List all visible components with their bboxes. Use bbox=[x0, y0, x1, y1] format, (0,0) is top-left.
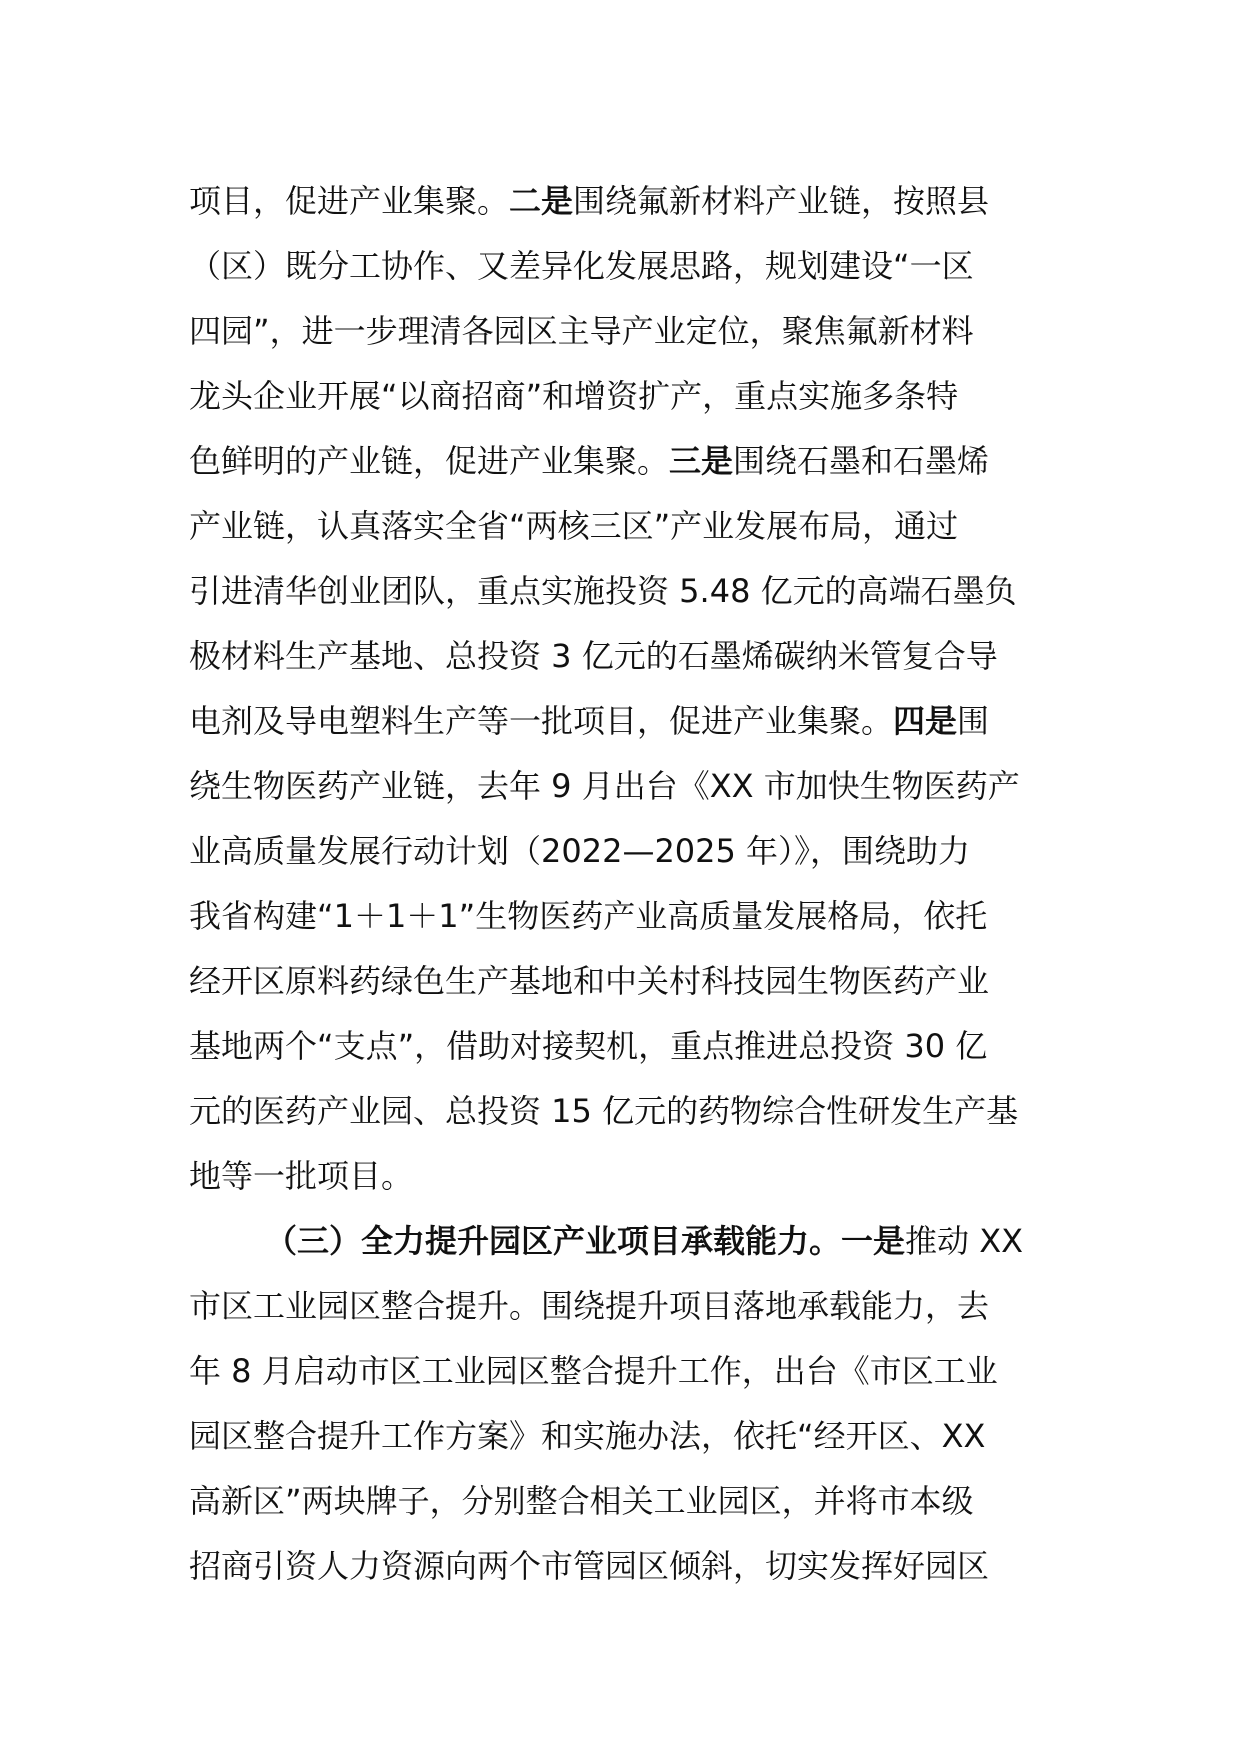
text-line bbox=[189, 688, 1069, 754]
section-heading: （三）全力提升园区产业项目承载能力。一是 bbox=[265, 1222, 906, 1260]
text-run: 四园”，进一步理清各园区主导产业定位，聚焦氟新材料 bbox=[189, 312, 974, 350]
text-run: 园区整合提升工作方案》和实施办法，依托“经开区、XX bbox=[189, 1417, 986, 1455]
text-run: 市区工业园区整合提升。围绕提升项目落地承载能力，去 bbox=[189, 1287, 990, 1325]
text-run: 引进清华创业团队，重点实施投资 5.48 亿元的高端石墨负 bbox=[189, 572, 1017, 610]
text-line bbox=[189, 948, 1069, 1014]
text-run: 业高质量发展行动计划（2022—2025 年）》，围绕助力 bbox=[189, 832, 971, 870]
text-line bbox=[189, 1533, 1069, 1599]
text-run: 围绕氟新材料产业链，按照县 bbox=[573, 182, 990, 220]
text-line bbox=[189, 1338, 1069, 1404]
text-line bbox=[189, 1468, 1069, 1534]
text-line bbox=[189, 883, 1069, 949]
text-run: 元的医药产业园、总投资 15 亿元的药物综合性研发生产基 bbox=[189, 1092, 1019, 1130]
text-line bbox=[189, 168, 1069, 234]
text-line bbox=[189, 753, 1069, 819]
text-run: 产业链，认真落实全省“两核三区”产业发展布局，通过 bbox=[189, 507, 959, 545]
bold-keyword: 二是 bbox=[509, 182, 574, 220]
text-line bbox=[189, 1078, 1069, 1144]
text-run: 项目，促进产业集聚。 bbox=[189, 182, 510, 220]
text-run: 年 8 月启动市区工业园区整合提升工作，出台《市区工业 bbox=[189, 1352, 998, 1390]
text-run: 基地两个“支点”，借助对接契机，重点推进总投资 30 亿 bbox=[189, 1027, 988, 1065]
text-run: 极材料生产基地、总投资 3 亿元的石墨烯碳纳米管复合导 bbox=[189, 637, 998, 675]
text-run: 推动 XX bbox=[905, 1222, 1024, 1260]
text-run: 我省构建“1＋1＋1”生物医药产业高质量发展格局，依托 bbox=[189, 897, 988, 935]
text-line bbox=[189, 493, 1069, 559]
text-line bbox=[189, 1273, 1069, 1339]
text-line bbox=[189, 1143, 1069, 1209]
text-line bbox=[189, 428, 1069, 494]
text-run: 招商引资人力资源向两个市管园区倾斜，切实发挥好园区 bbox=[189, 1547, 990, 1585]
text-run: 龙头企业开展“以商招商”和增资扩产，重点实施多条特 bbox=[189, 377, 959, 415]
text-line bbox=[189, 233, 1069, 299]
text-line bbox=[189, 1013, 1069, 1079]
bold-keyword: 四是 bbox=[893, 702, 958, 740]
text-run: 绕生物医药产业链，去年 9 月出台《XX 市加快生物医药产 bbox=[189, 767, 1020, 805]
text-run: 电剂及导电塑料生产等一批项目，促进产业集聚。 bbox=[189, 702, 894, 740]
text-run: 地等一批项目。 bbox=[189, 1157, 414, 1195]
text-run: 围绕石墨和石墨烯 bbox=[733, 442, 990, 480]
text-line bbox=[189, 298, 1069, 364]
text-run: 围 bbox=[957, 702, 990, 740]
text-line bbox=[189, 818, 1069, 884]
text-line bbox=[189, 1403, 1069, 1469]
text-run: 色鲜明的产业链，促进产业集聚。 bbox=[189, 442, 670, 480]
text-line bbox=[189, 558, 1069, 624]
text-run: 经开区原料药绿色生产基地和中关村科技园生物医药产业 bbox=[189, 962, 990, 1000]
text-run: （区）既分工协作、又差异化发展思路，规划建设“一区 bbox=[189, 247, 974, 285]
text-line bbox=[189, 623, 1069, 689]
bold-keyword: 三是 bbox=[669, 442, 734, 480]
text-run: 高新区”两块牌子，分别整合相关工业园区，并将市本级 bbox=[189, 1482, 974, 1520]
section-heading-line bbox=[265, 1208, 1145, 1274]
text-line bbox=[189, 363, 1069, 429]
